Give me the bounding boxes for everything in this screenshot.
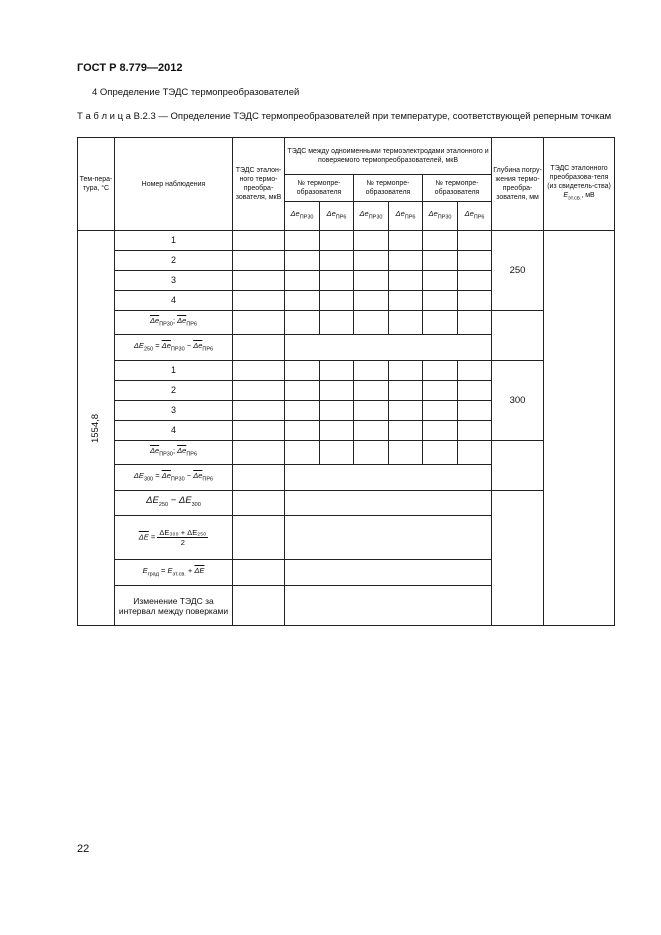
emf-table — [77, 137, 615, 626]
egrad-label: $E_{град} = E_{эт.св.} + \overline{\Delta E}$ — [115, 560, 233, 586]
obs-3: 3 — [115, 271, 233, 291]
diff-300-label: $\Delta E_{300} = \overline{\Delta e}_{ПР30} - \overline{\Delta e}_{ПР6}$ — [115, 465, 233, 491]
depth-300: 300 — [492, 361, 544, 441]
header-de-pr6-1: $\Delta e_{ПР6}$ — [320, 202, 354, 231]
header-certificate-emf — [544, 138, 615, 231]
obs-2b: 2 — [115, 381, 233, 401]
temperature-cell — [78, 231, 115, 626]
header-certificate-emf-text: ТЭДС эталонного преобразова-теля (из свидетель-ства) — [547, 165, 611, 191]
obs-3b: 3 — [115, 401, 233, 421]
change-label: Изменение ТЭДС за интервал между поверками — [115, 586, 233, 626]
section-title: 4 Определение ТЭДС термопреобразователей — [92, 87, 300, 98]
header-etalon-emf: ТЭДС эталон-ного термо-преобра-зователя, мкВ — [233, 138, 285, 231]
header-de-pr6-3: $\Delta e_{ПР6}$ — [458, 202, 492, 231]
obs-4: 4 — [115, 291, 233, 311]
header-temperature: Тем-пера-тура, °С — [78, 138, 115, 231]
header-certificate-emf-symbol: E — [563, 192, 569, 200]
depth-250: 250 — [492, 231, 544, 311]
header-de-pr30-3: $\Delta e_{ПР30}$ — [423, 202, 458, 231]
header-thermo-3: № термопре-образователя — [423, 175, 492, 202]
certificate-cell — [544, 231, 615, 626]
obs-4b: 4 — [115, 421, 233, 441]
mean-label-1: $\overline{\Delta e}_{ПР30}$; $\overline{\Delta e}_{ПР6}$ — [115, 311, 233, 335]
header-certificate-emf-unit: , мВ — [581, 192, 595, 200]
header-depth: Глубина погру-жения термо-преобра-зователя, мм — [492, 138, 544, 231]
header-emf-group: ТЭДС между одноименными термоэлектродами эталонного и поверяемого термопреобразователей, мкВ — [285, 138, 492, 175]
diff-250-label: $\Delta E_{250} = \overline{\Delta e}_{ПР30} - \overline{\Delta e}_{ПР6}$ — [115, 335, 233, 361]
temperature-value: 1554,8 — [90, 413, 102, 443]
mean-label-2: $\overline{\Delta e}_{ПР30}$; $\overline{\Delta e}_{ПР6}$ — [115, 441, 233, 465]
delta-diff-label: $\Delta E_{250} - \Delta E_{300}$ — [115, 491, 233, 516]
obs-1b: 1 — [115, 361, 233, 381]
obs-2: 2 — [115, 251, 233, 271]
document-header: ГОСТ Р 8.779—2012 — [77, 62, 183, 74]
header-certificate-emf-sub: эт.св. — [568, 195, 582, 202]
obs-1: 1 — [115, 231, 233, 251]
table-caption: Т а б л и ц а В.2.3 — Определение ТЭДС термопреобразователей при температуре, соответствующей реперным точкам — [77, 111, 612, 122]
header-thermo-1: № термопре-образователя — [285, 175, 354, 202]
header-de-pr30-2: $\Delta e_{ПР30}$ — [354, 202, 389, 231]
header-de-pr6-2: $\Delta e_{ПР6}$ — [389, 202, 423, 231]
average-label: $\overline{\Delta E}$ = $\frac{\text{ΔE₃₀₀ + ΔE₂₅₀}}{2}$ — [115, 516, 233, 560]
header-de-pr30-1: $\Delta e_{ПР30}$ — [285, 202, 320, 231]
page-number: 22 — [77, 843, 90, 855]
header-thermo-2: № термопре-образователя — [354, 175, 423, 202]
header-observation-number: Номер наблюдения — [115, 138, 233, 231]
